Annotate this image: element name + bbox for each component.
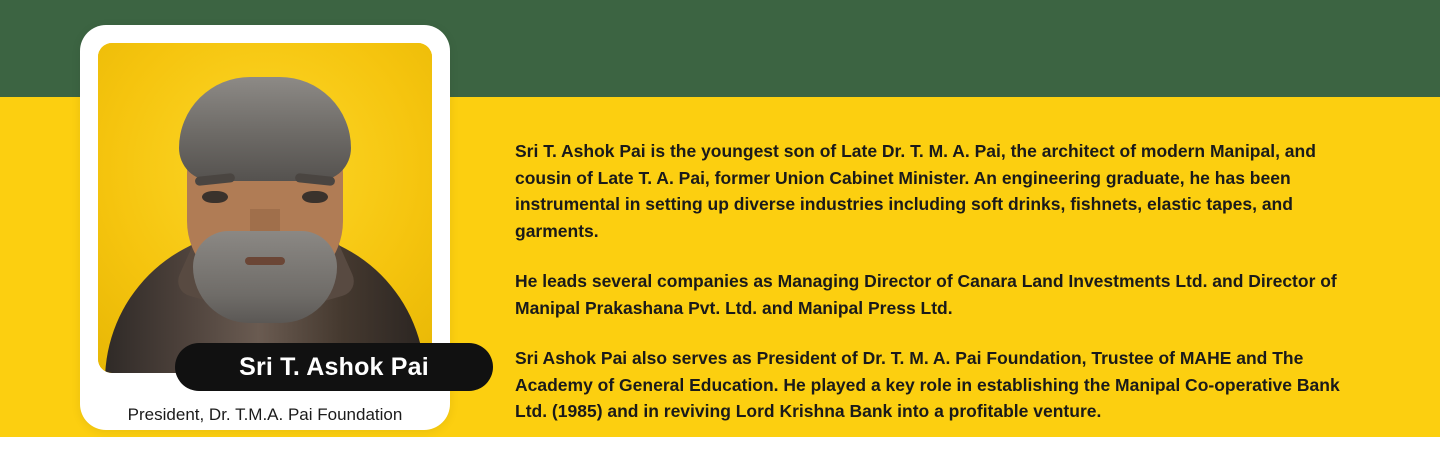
bio-paragraph: Sri Ashok Pai also serves as President of Dr. T. M. A. Pai Foundation, Trustee of MAHE and The Academy of General Education. He played a key role in establishing the Manipal Co-operative Bank Ltd. (1985) and in reviving Lord Krishna Bank into a profitable venture.: [515, 348, 1340, 421]
person-name: Sri T. Ashok Pai: [239, 352, 429, 381]
portrait-beard: [193, 231, 337, 323]
portrait-photo: [98, 43, 432, 373]
portrait-hair: [179, 77, 351, 181]
name-badge: [175, 343, 493, 391]
portrait-eye-right: [302, 191, 328, 203]
portrait-mouth: [245, 257, 285, 265]
bottom-white-band: [0, 437, 1440, 458]
person-role: President, Dr. T.M.A. Pai Foundation: [127, 405, 403, 424]
portrait-card: [80, 25, 450, 430]
bio-paragraph: Sri T. Ashok Pai is the youngest son of Late Dr. T. M. A. Pai, the architect of modern Manipal, and cousin of Late T. A. Pai, former Union Cabinet Minister. An engineering graduate, he has been instrumental in setting up diverse industries including soft drinks, fishnets, elastic tapes, and garments.: [515, 141, 1316, 241]
biography-text: [515, 138, 1367, 425]
bio-paragraph: He leads several companies as Managing Director of Canara Land Investments Ltd. and Director of Manipal Prakashana Pvt. Ltd. and Manipal Press Ltd.: [515, 271, 1337, 318]
portrait-eye-left: [202, 191, 228, 203]
